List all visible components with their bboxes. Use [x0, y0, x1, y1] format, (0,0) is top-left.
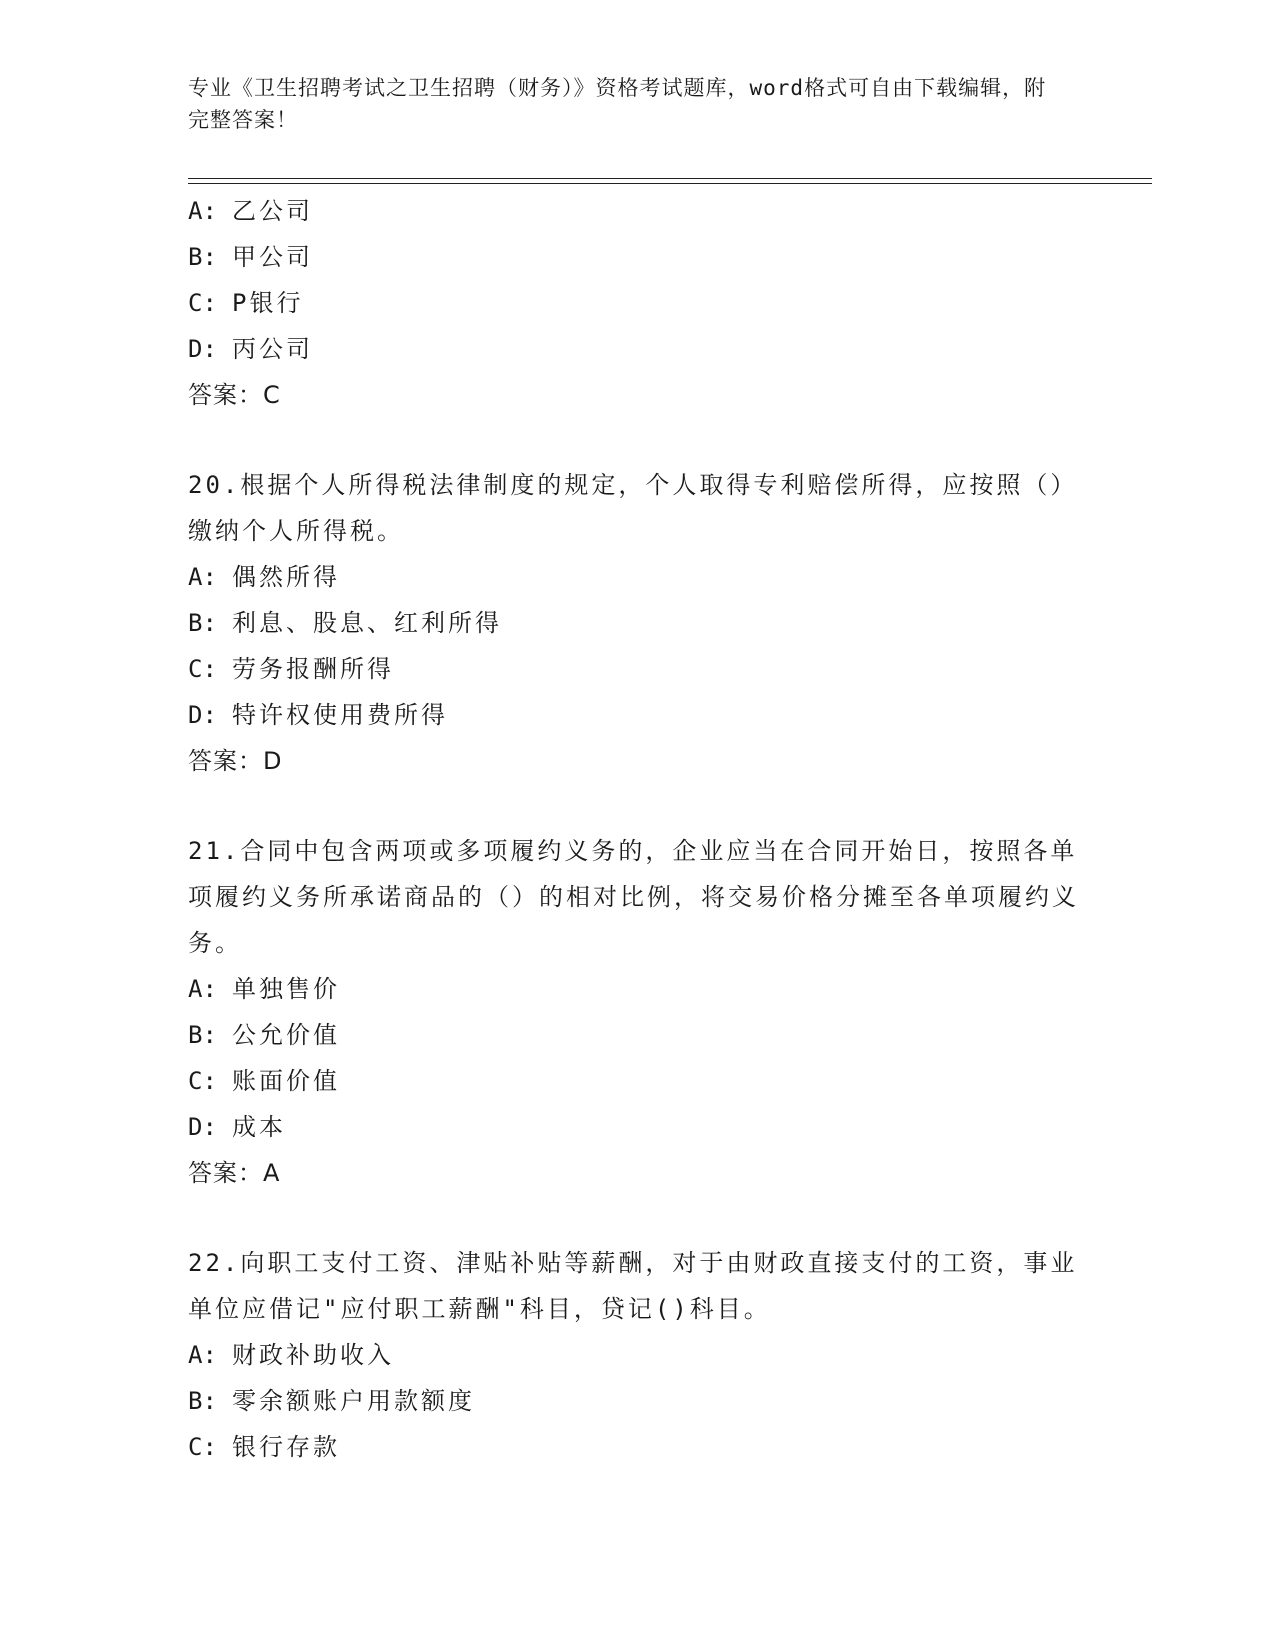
- question-block-22: [188, 1240, 1088, 1470]
- option-a: A: 乙公司: [188, 197, 313, 225]
- option-b: B: 零余额账户用款额度: [188, 1387, 475, 1415]
- option-b: B: 利息、股息、红利所得: [188, 609, 502, 637]
- question-stem: 20.根据个人所得税法律制度的规定，个人取得专利赔偿所得，应按照（）缴纳个人所得税。: [188, 471, 1078, 545]
- question-block-19: [188, 188, 1088, 418]
- option-d: D: 丙公司: [188, 335, 313, 363]
- option-c: C: 银行存款: [188, 1433, 340, 1461]
- header-divider-bottom: [188, 183, 1152, 184]
- option-a: A: 偶然所得: [188, 563, 340, 591]
- option-b: B: 公允价值: [188, 1021, 340, 1049]
- option-d: D: 特许权使用费所得: [188, 701, 448, 729]
- answer-line: 答案：C: [188, 381, 281, 409]
- document-header: 专业《卫生招聘考试之卫生招聘（财务）》资格考试题库，word格式可自由下载编辑，附完整答案！: [188, 76, 1047, 132]
- option-a: A: 单独售价: [188, 975, 340, 1003]
- option-c: C: 劳务报酬所得: [188, 655, 394, 683]
- answer-line: 答案：A: [188, 1159, 281, 1187]
- question-stem: 22.向职工支付工资、津贴补贴等薪酬，对于由财政直接支付的工资，事业单位应借记"应付职工薪酬"科目，贷记()科目。: [188, 1249, 1078, 1323]
- option-c: C: P银行: [188, 289, 304, 317]
- option-c: C: 账面价值: [188, 1067, 340, 1095]
- option-b: B: 甲公司: [188, 243, 313, 271]
- header-divider-top: [188, 178, 1152, 179]
- option-a: A: 财政补助收入: [188, 1341, 394, 1369]
- question-block-20: [188, 462, 1088, 784]
- question-stem: 21.合同中包含两项或多项履约义务的，企业应当在合同开始日，按照各单项履约义务所承诺商品的（）的相对比例，将交易价格分摊至各单项履约义务。: [188, 837, 1079, 957]
- question-block-21: [188, 828, 1088, 1196]
- document-body: [188, 188, 1088, 1470]
- answer-line: 答案：D: [188, 747, 283, 775]
- option-d: D: 成本: [188, 1113, 286, 1141]
